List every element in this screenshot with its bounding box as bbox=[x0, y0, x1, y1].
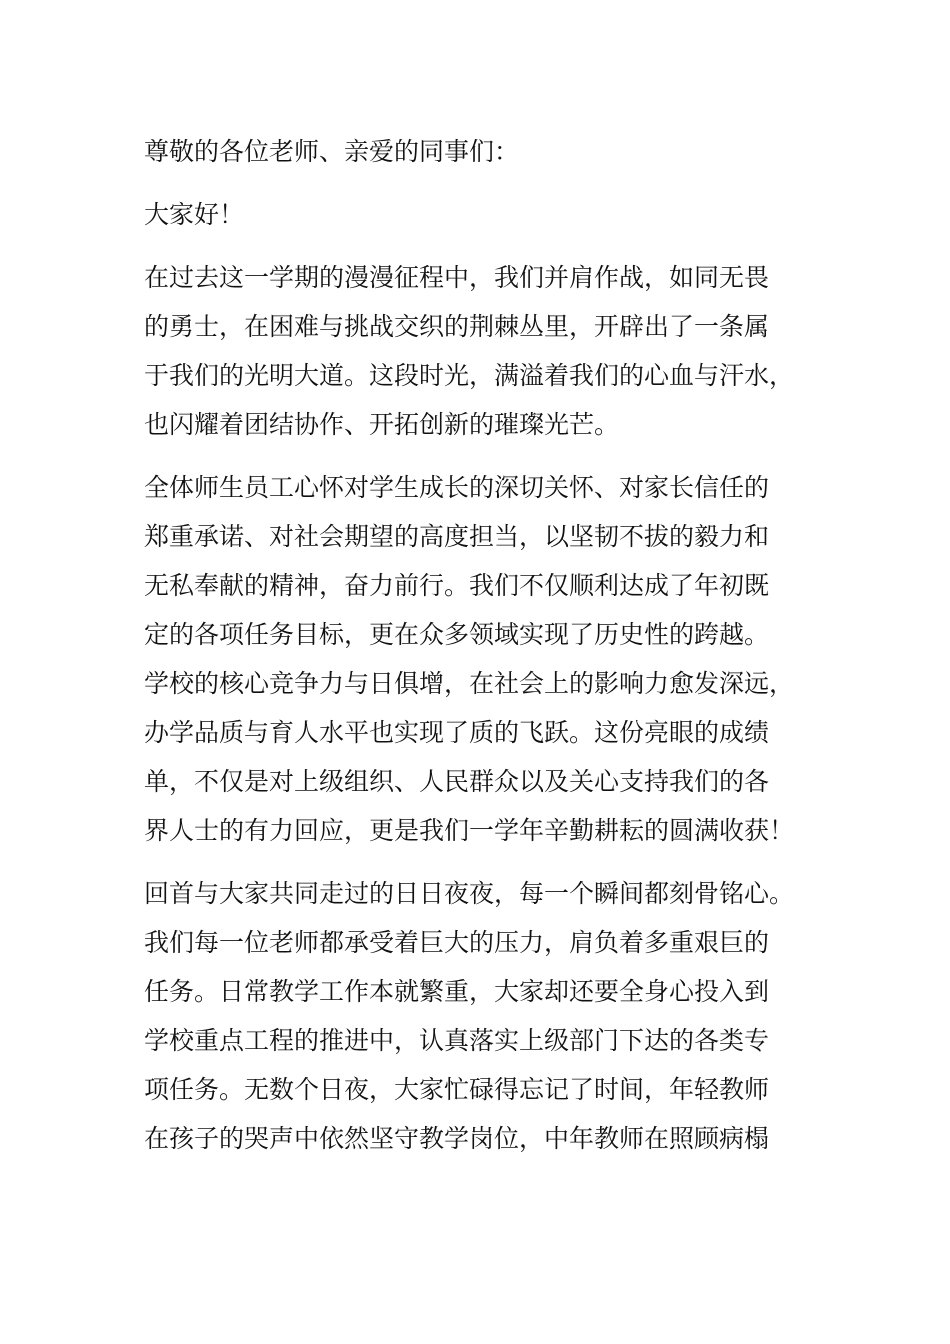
paragraph-gap bbox=[144, 246, 808, 260]
paragraph-line: 也闪耀着团结协作、开拓创新的璀璨光芒。 bbox=[144, 410, 620, 439]
paragraph-line: 学校的核心竞争力与日俱增，在社会上的影响力愈发深远， bbox=[144, 669, 795, 698]
paragraph-gap bbox=[144, 183, 808, 197]
paragraph-line: 任务。日常教学工作本就繁重，大家却还要全身心投入到 bbox=[144, 977, 770, 1006]
salutation-line: 大家好！ bbox=[144, 200, 245, 229]
paragraph-line: 办学品质与育人水平也实现了质的飞跃。这份亮眼的成绩 bbox=[144, 718, 770, 747]
paragraph-line: 我们每一位老师都承受着巨大的压力，肩负着多重艰巨的 bbox=[144, 928, 770, 957]
paragraph-line: 在孩子的哭声中依然坚守教学岗位，中年教师在照顾病榻 bbox=[144, 1124, 770, 1153]
paragraph-2 bbox=[144, 470, 808, 862]
paragraph-line: 定的各项任务目标，更在众多领域实现了历史性的跨越。 bbox=[144, 620, 770, 649]
paragraph-gap bbox=[144, 456, 808, 470]
paragraph-line: 于我们的光明大道。这段时光，满溢着我们的心血与汗水， bbox=[144, 361, 795, 390]
paragraph-line: 项任务。无数个日夜，大家忙碌得忘记了时间，年轻教师 bbox=[144, 1075, 770, 1104]
paragraph-gap bbox=[144, 862, 808, 876]
paragraph-line: 在过去这一学期的漫漫征程中，我们并肩作战，如同无畏 bbox=[144, 263, 770, 292]
paragraph-line: 全体师生员工心怀对学生成长的深切关怀、对家长信任的 bbox=[144, 473, 770, 502]
paragraph-line: 单，不仅是对上级组织、人民群众以及关心支持我们的各 bbox=[144, 767, 770, 796]
paragraph-line: 郑重承诺、对社会期望的高度担当，以坚韧不拔的毅力和 bbox=[144, 522, 770, 551]
paragraph-3 bbox=[144, 876, 808, 1170]
paragraph-line: 回首与大家共同走过的日日夜夜，每一个瞬间都刻骨铭心。 bbox=[144, 879, 795, 908]
paragraph-line: 无私奉献的精神，奋力前行。我们不仅顺利达成了年初既 bbox=[144, 571, 770, 600]
paragraph-line: 学校重点工程的推进中，认真落实上级部门下达的各类专 bbox=[144, 1026, 770, 1055]
document-body bbox=[144, 134, 808, 1170]
paragraph-line: 的勇士，在困难与挑战交织的荆棘丛里，开辟出了一条属 bbox=[144, 312, 770, 341]
paragraph-line: 界人士的有力回应，更是我们一学年辛勤耕耘的圆满收获！ bbox=[144, 816, 795, 845]
paragraph-1 bbox=[144, 260, 808, 456]
greeting-line: 尊敬的各位老师、亲爱的同事们： bbox=[144, 137, 520, 166]
